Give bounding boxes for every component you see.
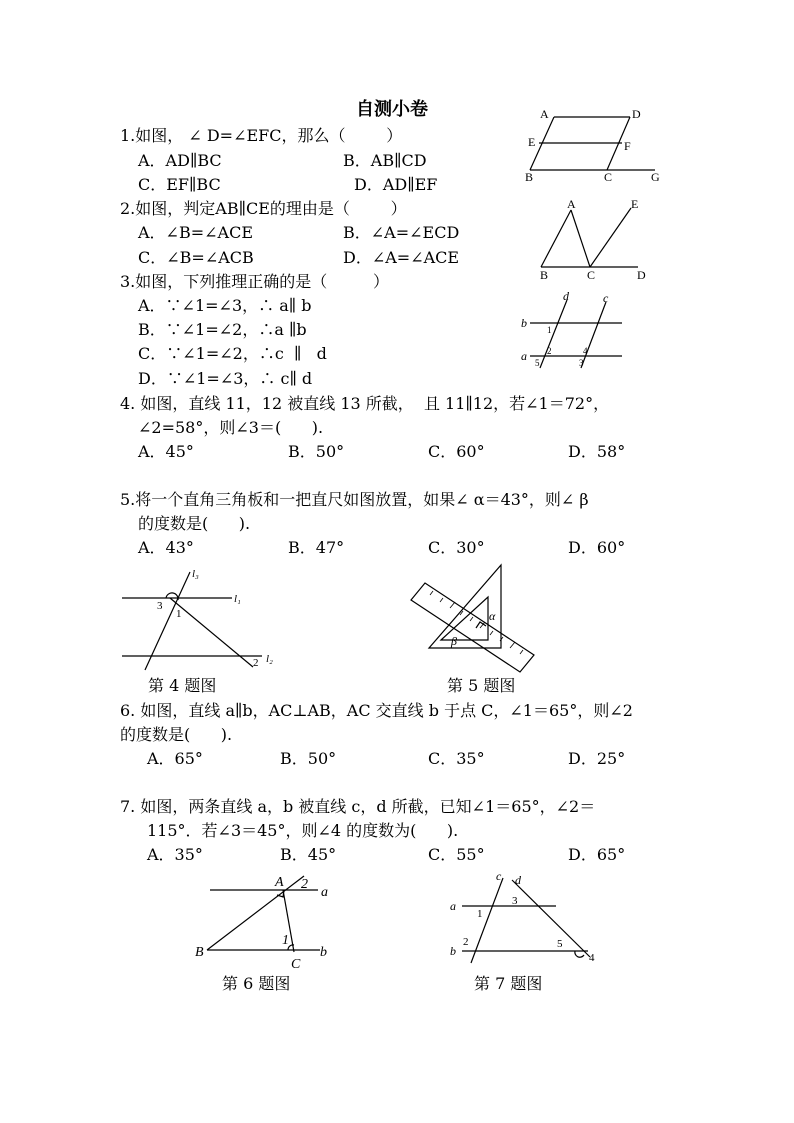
- fig-q4-label: 3: [157, 600, 163, 612]
- q6-option-b: B．50°: [280, 749, 337, 768]
- fig-q4-parallel-lines: [115, 560, 285, 672]
- q2-option-c: C．∠B=∠ACB: [138, 248, 254, 267]
- fig-q1-label: D: [632, 107, 641, 121]
- fig-q1-label: F: [624, 139, 631, 153]
- fig-q3-label: c: [603, 291, 609, 305]
- fig-q3-label: 2: [547, 346, 552, 356]
- q1-option-a: A．AD∥BC: [138, 151, 222, 170]
- fig-q2-label: A: [567, 197, 576, 211]
- ruler-ticks: [430, 591, 523, 654]
- q6-option-a: A．65°: [147, 749, 203, 768]
- q5-option-a: A．43°: [138, 538, 194, 557]
- fig-q2-label: C: [587, 268, 596, 282]
- fig-q7-label: 5: [557, 938, 563, 950]
- fig-q2-label: D: [637, 268, 646, 282]
- q1-option-d: D．AD∥EF: [354, 175, 438, 194]
- fig-q4-label: 1: [176, 608, 182, 620]
- fig-q3-label: 4: [583, 346, 588, 356]
- q3-option-c: C．∵∠1=∠2，∴c ∥ d: [138, 344, 327, 363]
- fig-q1-label: G: [651, 170, 660, 184]
- q7-option-c: C．55°: [428, 845, 485, 864]
- q7-option-a: A．35°: [147, 845, 203, 864]
- fig-q6-label: C: [291, 957, 301, 972]
- page-title: 自测小卷: [356, 99, 428, 120]
- q5-option-d: D．60°: [568, 538, 626, 557]
- fig-q4-label: l₁: [234, 593, 241, 605]
- q2-option-d: D．∠A=∠ACE: [343, 248, 460, 267]
- fig-q6-label: 1: [282, 933, 289, 948]
- q5-option-b: B．47°: [288, 538, 345, 557]
- q3-option-a: A．∵∠1=∠3，∴ a∥ b: [138, 296, 312, 315]
- fig-q1-label: E: [528, 135, 536, 149]
- q6-stem-line1: 6. 如图，直线 a∥b，AC⊥AB，AC 交直线 b 于点 C，∠1＝65°，则∠2: [120, 701, 633, 720]
- q2-option-b: B．∠A=∠ECD: [343, 223, 460, 242]
- q1-option-c: C．EF∥BC: [138, 175, 221, 194]
- fig-q7-label: 4: [589, 952, 595, 964]
- fig-q1-parallelogram: [520, 104, 670, 184]
- fig-q3-label: 1: [547, 325, 552, 335]
- fig-q6-label: 2: [301, 877, 308, 892]
- fig-q5-label: α: [489, 609, 496, 623]
- q7-stem-line1: 7. 如图，两条直线 a，b 被直线 c，d 所截，已知∠1＝65°，∠2＝: [120, 797, 596, 816]
- fig-q3-label: a: [521, 349, 527, 363]
- fig5-caption: 第 5 题图: [447, 676, 516, 695]
- fig-q6-label: B: [195, 945, 204, 960]
- q4-stem-line2: ∠2=58°，则∠3＝( ).: [138, 418, 324, 437]
- fig-q7-lines: [446, 866, 606, 972]
- fig-q7-label: c: [496, 869, 502, 883]
- fig-q2-triangle: [535, 196, 655, 282]
- q2-option-a: A．∠B=∠ACE: [138, 223, 254, 242]
- fig-q3-label: 5: [535, 358, 540, 368]
- fig-q4-label: l₂: [266, 653, 273, 665]
- fig-q7-label: 2: [463, 936, 469, 948]
- fig7-caption: 第 7 题图: [474, 974, 543, 993]
- fig-q4-label: l₃: [192, 568, 199, 580]
- q5-stem-line1: 5.将一个直角三角板和一把直尺如图放置，如果∠ α＝43°，则∠ β: [120, 490, 589, 509]
- fig-q2-label: B: [540, 268, 549, 282]
- q3-stem: 3.如图，下列推理正确的是（ ）: [120, 272, 390, 291]
- q5-option-c: C．30°: [428, 538, 485, 557]
- fig-q6-label: a: [321, 885, 328, 900]
- q7-option-d: D．65°: [568, 845, 626, 864]
- q4-option-a: A．45°: [138, 442, 194, 461]
- fig-q6-label: b: [320, 945, 327, 960]
- fig-q5-ruler-triangle: [405, 560, 540, 672]
- fig-q3-lines: [518, 290, 628, 372]
- fig-q6-label: A: [275, 875, 284, 890]
- fig-q4-label: 2: [253, 657, 259, 669]
- fig-q3-label: d: [563, 289, 569, 303]
- fig-q3-label: b: [521, 316, 527, 330]
- fig4-caption: 第 4 题图: [148, 676, 217, 695]
- fig6-caption: 第 6 题图: [222, 974, 291, 993]
- fig-q7-label: b: [450, 944, 456, 958]
- q1-stem: 1.如图， ∠ D=∠EFC，那么（ ）: [120, 126, 403, 145]
- q3-option-b: B．∵∠1=∠2，∴a ∥b: [138, 320, 307, 339]
- q1-option-b: B．AB∥CD: [343, 151, 427, 170]
- q3-option-d: D．∵∠1=∠3，∴ c∥ d: [138, 369, 313, 388]
- q7-stem-line2: 115°．若∠3＝45°，则∠4 的度数为( ).: [147, 821, 459, 840]
- fig-q3-label: 3: [579, 358, 584, 368]
- fig-q1-label: B: [525, 170, 534, 184]
- fig-q1-label: C: [604, 170, 613, 184]
- fig-q7-label: 3: [512, 895, 518, 907]
- q2-stem: 2.如图，判定AB∥CE的理由是（ ）: [120, 199, 407, 218]
- fig-q2-label: E: [631, 197, 639, 211]
- q4-stem-line1: 4. 如图，直线 11，12 被直线 13 所截， 且 11∥12，若∠1＝72°，: [120, 394, 610, 413]
- fig-q6-lines: [190, 866, 340, 972]
- q4-option-b: B．50°: [288, 442, 345, 461]
- q6-option-c: C．35°: [428, 749, 485, 768]
- fig-q7-label: a: [450, 899, 456, 913]
- fig-q1-label: A: [540, 107, 549, 121]
- q4-option-d: D．58°: [568, 442, 626, 461]
- q5-stem-line2: 的度数是( ).: [138, 514, 251, 533]
- fig-q7-label: d: [515, 873, 521, 887]
- fig-q7-label: 1: [477, 908, 483, 920]
- q6-stem-line2: 的度数是( ).: [120, 725, 233, 744]
- q4-option-c: C．60°: [428, 442, 485, 461]
- q7-option-b: B．45°: [280, 845, 337, 864]
- q6-option-d: D．25°: [568, 749, 626, 768]
- fig-q5-label: β: [451, 634, 457, 648]
